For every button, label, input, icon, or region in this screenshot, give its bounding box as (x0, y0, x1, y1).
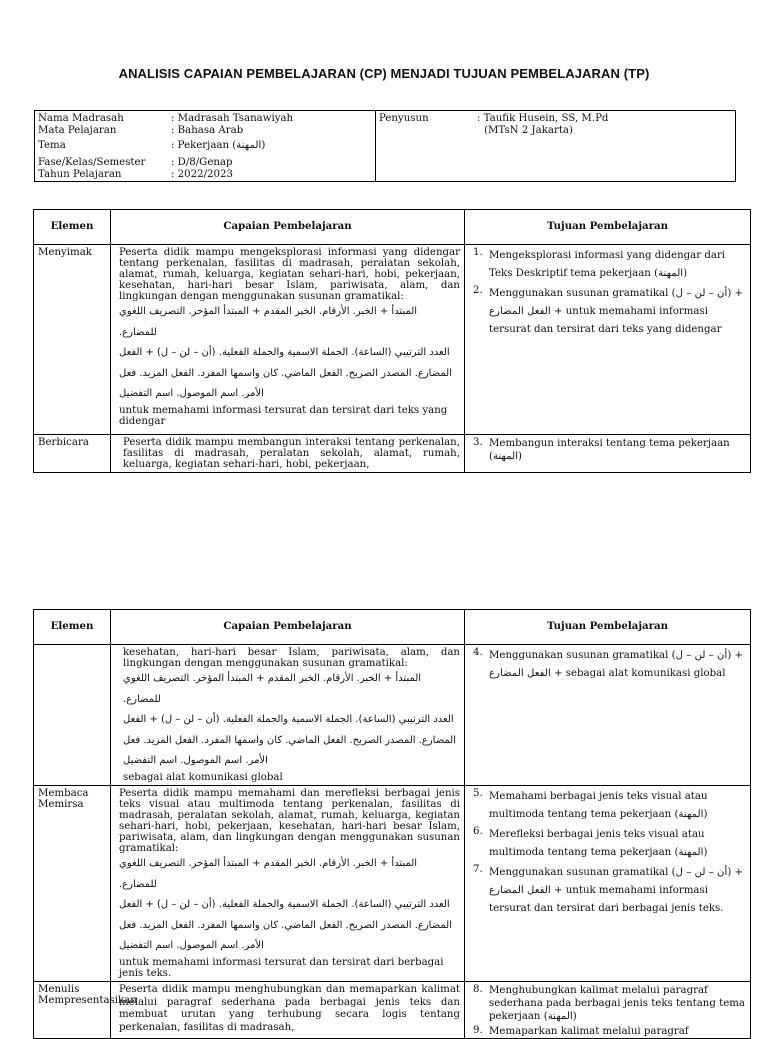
table-row (34, 785, 751, 981)
goal-item: 7. Menggunakan susunan gramatikal (أن – لن – ل) + الفعل المضارع + untuk memahami informasi tersurat dan tersirat dari berbagai jenis teks. (473, 864, 746, 918)
elemen-cell: Berbicara (34, 435, 111, 473)
header-cp: Capaian Pembelajaran (111, 210, 465, 245)
goal-text: Menghubungkan kalimat melalui paragraf sederhana pada berbagai jenis teks tentang tema pekerjaan (المهنة) (489, 985, 745, 1023)
grammar-arabic-line: الأمر. اسم الموصول. اسم التفضيل (123, 755, 268, 767)
cp-outro: untuk memahami informasi tersurat dan tersirat dari teks yang didengar (119, 404, 448, 428)
goal-text: Menggunakan susunan gramatikal (أن – لن – ل) + الفعل المضارع + sebagai alat komunikasi global (489, 650, 744, 679)
table-row (34, 982, 751, 1039)
info-value: : Pekerjaan (المهنة) (171, 139, 266, 151)
elemen-cell: Membaca Memirsa (34, 785, 111, 981)
cp-table-2 (33, 609, 751, 1039)
grammar-arabic-line: المضارع. المصدر الصريح. الفعل الماضي. كان واسمها المفرد. الفعل المزيد. فعل (123, 734, 456, 746)
header-elemen: Elemen (34, 210, 111, 245)
elemen-cell: Menulis Mempresentasikan (34, 982, 111, 1039)
cp-intro: Peserta didik mampu membangun interaksi tentang perkenalan, fasilitas di madrasah, peralatan sekolah, alamat, rumah, keluarga, kegiatan sehari-hari, hobi, pekerjaan, (123, 437, 460, 470)
table-row (34, 645, 751, 786)
goal-item: 4. Menggunakan susunan gramatikal (أن – لن – ل) + الفعل المضارع + sebagai alat komunikasi global (473, 647, 746, 683)
penyusun-value: : Taufik Husein, SS, M.Pd (477, 113, 609, 124)
cp-intro: Peserta didik mampu memahami dan merefleksi berbagai jenis teks visual atau multimoda tentang perkenalan, fasilitas di madrasah, peralatan sekolah, alamat, rumah, keluarga, kegiatan sehari-hari, hobi, pekerjaan, kesehatan, hari-hari besar Islam, pariwisata, alam, dan lingkungan dengan menggunakan susunan gramatikal: (119, 787, 460, 855)
goal-item: 2. Menggunakan susunan gramatikal (أن – لن – ل) + الفعل المضارع + untuk memahami informasi tersurat dan tersirat dari teks yang didengar (473, 285, 746, 339)
table-row (34, 435, 751, 473)
grammar-arabic-line: العدد الترتيبي (الساعة). الجملة الاسمية والجملة الفعلية. (أن – لن – ل) + الفعل (119, 899, 450, 911)
identity-box (34, 110, 736, 182)
grammar-arabic-line: المبتدأ + الخبر. الأرقام. الخبر المقدم + المبتدأ المؤخر. التصريف اللغوي للمضارع. (119, 858, 418, 890)
document-title: ANALISIS CAPAIAN PEMBELAJARAN (CP) MENJADI TUJUAN PEMBELAJARAN (TP) (118, 66, 650, 81)
grammar-arabic-line: المبتدأ + الخبر. الأرقام. الخبر المقدم + المبتدأ المؤخر. التصريف اللغوي للمضارع. (119, 306, 418, 338)
identity-left (35, 111, 376, 181)
goal-item: 6. Merefleksi berbagai jenis teks visual atau multimoda tentang tema pekerjaan (المهنة) (473, 826, 746, 862)
header-tp: Tujuan Pembelajaran (465, 210, 751, 245)
goal-text: Memaparkan kalimat melalui paragraf (489, 1026, 689, 1037)
identity-right (376, 111, 735, 137)
info-label: Tahun Pelajaran (38, 169, 122, 181)
info-value: : D/8/Genap (171, 157, 233, 169)
cp-outro: sebagai alat komunikasi global (123, 771, 283, 783)
grammar-arabic-line: المضارع. المصدر الصريح. الفعل الماضي. كان واسمها المفرد. الفعل المزيد. فعل (119, 919, 452, 931)
grammar-arabic-line: الأمر. اسم الموصول. اسم التفضيل (119, 388, 264, 400)
goal-text: Menggunakan susunan gramatikal (أن – لن – ل) + الفعل المضارع + untuk memahami informasi tersurat dan tersirat dari berbagai jenis teks. (489, 866, 744, 914)
goal-text: Menggunakan susunan gramatikal (أن – لن – ل) + الفعل المضارع + untuk memahami informasi tersurat dan tersirat dari teks yang didengar (489, 288, 744, 335)
table-row (34, 245, 751, 435)
goal-item: 8. Menghubungkan kalimat melalui paragraf sederhana pada berbagai jenis teks tentang tema pekerjaan (المهنة) (473, 984, 745, 1023)
cp-intro: Peserta didik mampu menghubungkan dan memaparkan kalimat melalui paragraf sederhana pada berbagai jenis teks dan membuat urutan yang terhubung secara logis tentang perkenalan, fasilitas di madrasah, (119, 984, 460, 1033)
elemen-cell (34, 645, 111, 786)
penyusun-label: Penyusun (379, 113, 429, 124)
goal-item: 3. Membangun interaksi tentang tema pekerjaan (المهنة) (473, 437, 746, 463)
header-cp: Capaian Pembelajaran (111, 610, 465, 645)
cp-intro: kesehatan, hari-hari besar Islam, pariwisata, alam, dan lingkungan dengan menggunakan susunan gramatikal: (123, 647, 460, 670)
info-value: : 2022/2023 (171, 169, 233, 181)
grammar-arabic-line: العدد الترتيبي (الساعة). الجملة الاسمية والجملة الفعلية. (أن – لن – ل) + الفعل (123, 714, 454, 726)
grammar-arabic-line: العدد الترتيبي (الساعة). الجملة الاسمية والجملة الفعلية. (أن – لن – ل) + الفعل (119, 347, 450, 359)
header-elemen: Elemen (34, 610, 111, 645)
info-value: : Madrasah Tsanawiyah (171, 113, 294, 124)
info-label: Mata Pelajaran (38, 124, 117, 136)
info-label: Tema (38, 139, 66, 151)
goal-text: Merefleksi berbagai jenis teks visual atau multimoda tentang tema pekerjaan (المهنة) (489, 828, 708, 858)
cp-intro: Peserta didik mampu mengeksplorasi informasi yang didengar tentang perkenalan, fasilitas di madrasah, peralatan sekolah, alamat, rumah, keluarga, kegiatan sehari-hari, hobi, pekerjaan, kesehatan, hari-hari besar Islam, pariwisata, alam, dan lingkungan dengan menggunakan susunan gramatikal: (119, 247, 460, 303)
grammar-arabic-line: المضارع. المصدر الصريح. الفعل الماضي. كان واسمها المفرد. الفعل المزيد. فعل (119, 367, 452, 379)
info-value: : Bahasa Arab (171, 124, 244, 136)
info-label: Fase/Kelas/Semester (38, 157, 146, 169)
goal-text: Memahami berbagai jenis teks visual atau multimoda tentang tema pekerjaan (المهنة) (489, 790, 708, 820)
grammar-arabic-line: المبتدأ + الخبر. الأرقام. الخبر المقدم + المبتدأ المؤخر. التصريف اللغوي للمضارع. (123, 673, 422, 705)
elemen-cell: Menyimak (34, 245, 111, 435)
info-label: Nama Madrasah (38, 113, 124, 124)
goal-text: Mengeksplorasi informasi yang didengar dari Teks Deskriptif tema pekerjaan (المهنة) (489, 250, 726, 279)
goal-item: 9. Memaparkan kalimat melalui paragraf (473, 1025, 746, 1036)
grammar-arabic-line: الأمر. اسم الموصول. اسم التفضيل (119, 940, 264, 952)
goal-item: 1. Mengeksplorasi informasi yang didengar dari Teks Deskriptif tema pekerjaan (المهنة) (473, 247, 746, 283)
goal-text: Membangun interaksi tentang tema pekerjaan (المهنة) (489, 438, 730, 462)
cp-outro: untuk memahami informasi tersurat dan tersirat dari berbagai jenis teks. (119, 956, 444, 979)
header-tp: Tujuan Pembelajaran (465, 610, 751, 645)
penyusun-institution: (MTsN 2 Jakarta) (484, 124, 573, 136)
cp-table-1 (33, 209, 751, 473)
goal-item: 5. Memahami berbagai jenis teks visual atau multimoda tentang tema pekerjaan (المهنة) (473, 788, 746, 824)
